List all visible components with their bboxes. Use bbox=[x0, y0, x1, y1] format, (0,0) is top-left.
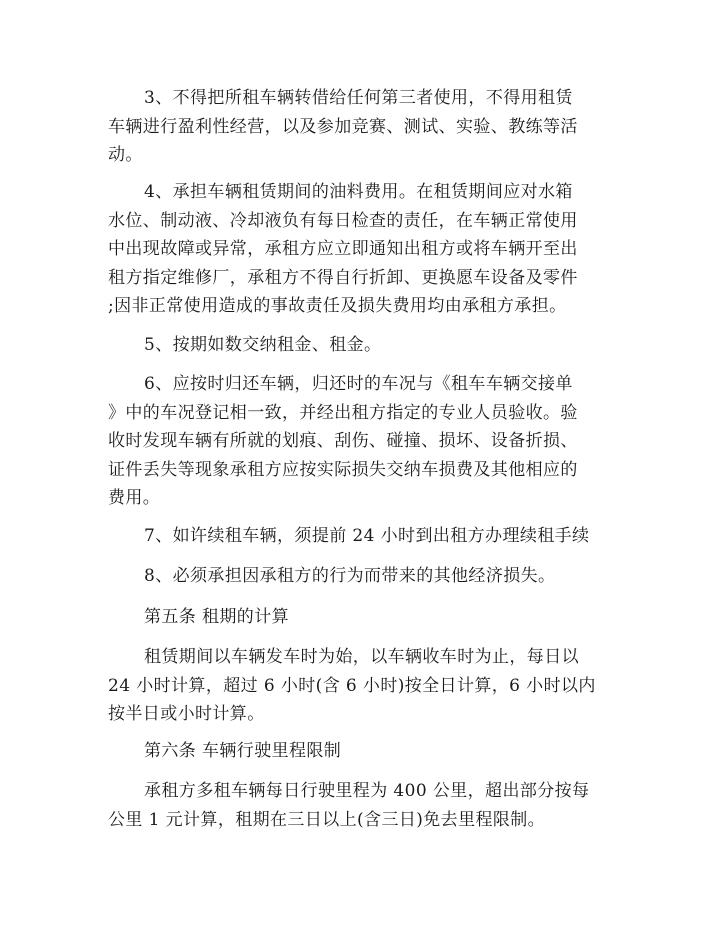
paragraph-clause-5 bbox=[108, 331, 622, 360]
text-line: 证件丢失等现象承租方应按实际损失交纳车损费及其他相应的 bbox=[108, 459, 578, 480]
text-line: 8、必须承担因承租方的行为而带来的其他经济损失。 bbox=[144, 566, 556, 586]
paragraph-clause-7 bbox=[108, 522, 622, 551]
text-line: 3、不得把所租车辆转借给任何第三者使用，不得用租赁 bbox=[144, 88, 573, 108]
text-line: ;因非正常使用造成的事故责任及损失费用均由承租方承担。 bbox=[108, 296, 567, 316]
text-line: 水位、制动液、冷却液负有每日检查的责任，在车辆正常使用 bbox=[108, 210, 578, 231]
text-line: 按半日或小时计算。 bbox=[108, 704, 265, 724]
text-line: 中出现故障或异常，承租方应立即通知出租方或将车辆开至出 bbox=[108, 239, 578, 259]
text-line: 收时发现车辆有所就的划痕、刮伤、碰撞、损坏、设备折损、 bbox=[108, 431, 578, 451]
paragraph-rental-period bbox=[108, 643, 622, 729]
paragraph-clause-6 bbox=[108, 370, 622, 513]
text-line: 车辆进行盈利性经营，以及参加竞赛、测试、实验、教练等活 bbox=[108, 116, 578, 137]
text-line: 24 小时计算，超过 6 小时(含 6 小时)按全日计算，6 小时以内 bbox=[108, 675, 596, 696]
text-line: 5、按期如数交纳租金、租金。 bbox=[144, 335, 382, 355]
paragraph-clause-3 bbox=[108, 84, 622, 170]
text-line: 7、如许续租车辆，须提前 24 小时到出租方办理续租手续 bbox=[144, 526, 590, 546]
article-6-heading bbox=[108, 737, 622, 766]
text-line: 》中的车况登记相一致，并经出租方指定的专业人员验收。验 bbox=[108, 402, 578, 423]
paragraph-mileage-limit bbox=[108, 777, 622, 834]
heading-text: 第五条 租期的计算 bbox=[144, 607, 290, 627]
text-line: 动。 bbox=[108, 145, 143, 165]
text-line: 6、应按时归还车辆，归还时的车况与《租车车辆交接单 bbox=[144, 374, 573, 394]
text-line: 4、承担车辆租赁期间的油料费用。在租赁期间应对水箱 bbox=[144, 182, 573, 202]
text-line: 租赁期间以车辆发车时为始，以车辆收车时为止，每日以 bbox=[144, 647, 579, 667]
text-line: 租方指定维修厂，承租方不得自行折卸、更换愿车设备及零件 bbox=[108, 267, 578, 288]
paragraph-clause-4 bbox=[108, 178, 622, 321]
text-line: 承租方多租车辆每日行驶里程为 400 公里，超出部分按每 bbox=[144, 781, 590, 801]
paragraph-clause-8 bbox=[108, 562, 622, 591]
heading-text: 第六条 车辆行驶里程限制 bbox=[144, 741, 342, 761]
article-5-heading bbox=[108, 603, 622, 632]
text-line: 费用。 bbox=[108, 488, 161, 508]
text-line: 公里 1 元计算，租期在三日以上(含三日)免去里程限制。 bbox=[108, 809, 546, 830]
